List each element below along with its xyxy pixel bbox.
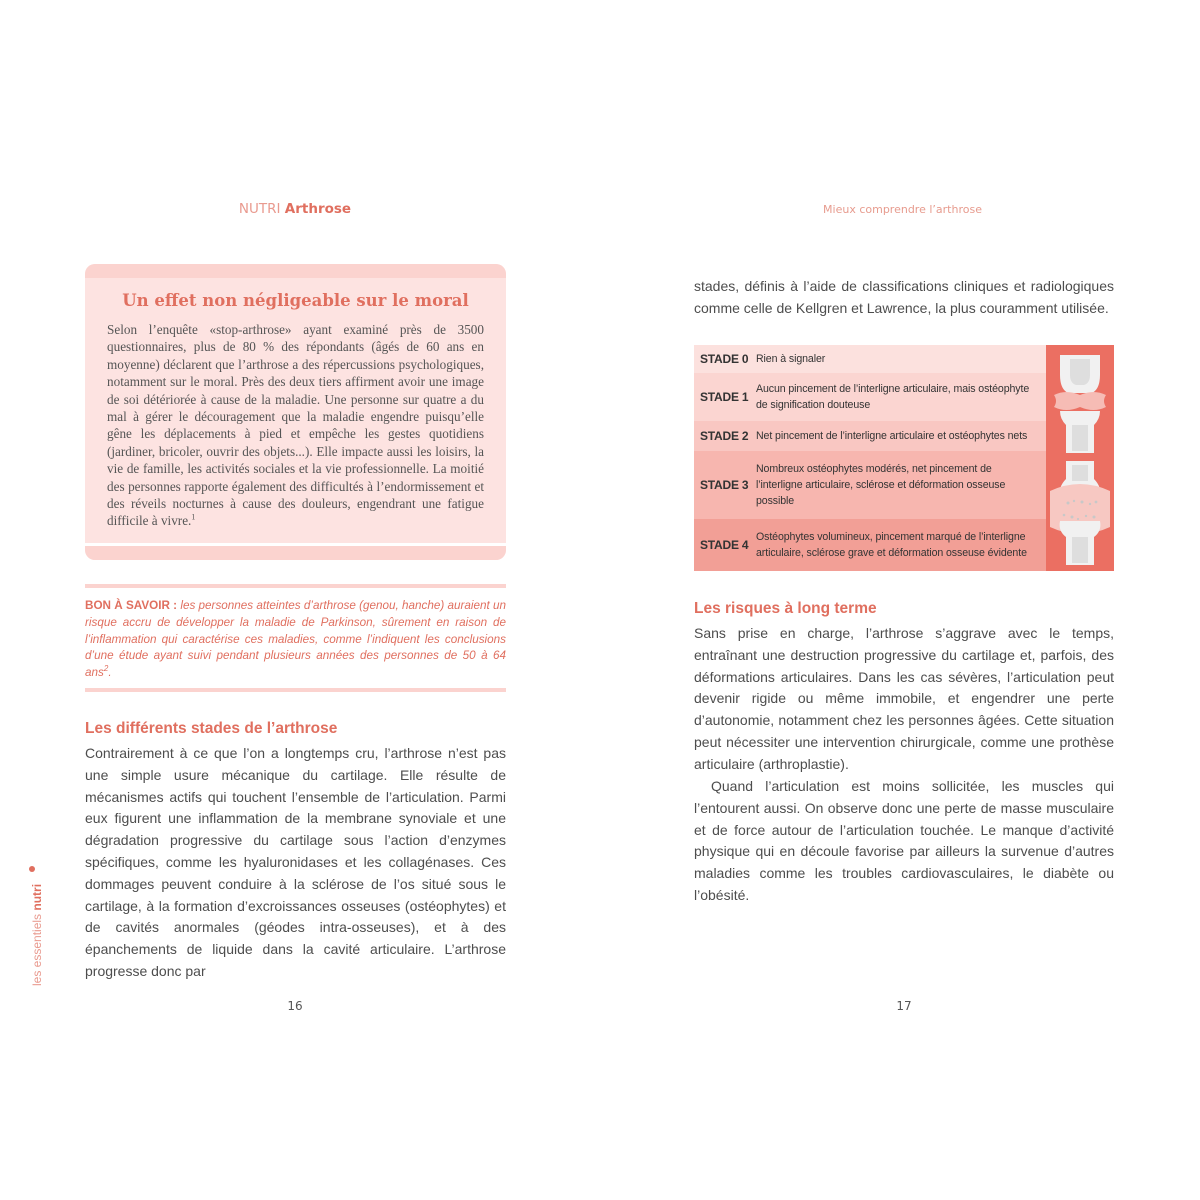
page-number-right: 17	[896, 999, 912, 1013]
running-head-right: Mieux comprendre l’arthrose	[823, 203, 982, 216]
box-bottom-band	[85, 543, 506, 560]
side-brand-bold: nutri	[30, 883, 44, 911]
stage-desc: Net pincement de l’interligne articulaire et ostéophytes nets	[756, 430, 1028, 442]
intro-text: stades, définis à l’aide de classifications cliniques et radiologiques comme celle de Kellgren et Lawrence, la plus couramment utilisée.	[694, 278, 1114, 316]
stage-name: STADE 1	[700, 390, 749, 404]
stage-row	[694, 519, 1046, 571]
stage-name: STADE 0	[700, 352, 749, 366]
box-text: Selon l’enquête «stop-arthrose» ayant examiné près de 3500 questionnaires, plus de 80 % des répondants (âgés de 60 ans en moyenne) déclarent que l’arthrose a des répercussions psychologiques, notamment sur le moral. Près des deux tiers affirment avoir une image de soi détériorée à cause de la maladie. Une personne sur quatre a du mal à gérer le découragement que la maladie engendre puisqu’elle gêne les déplacements à pied et empêche les gestes quotidiens (jardiner, bricoler, ouvrir des objets...). Elle impacte aussi les loisirs, la vie de famille, les activités sociales et la vie professionnelle. La moitié des personnes rapporte également des difficultés à l’endormissement et des réveils nocturnes à cause des douleurs, engendrant une fatigue difficile à vivre.$^1$	[107, 322, 484, 529]
running-head-left	[0, 201, 590, 217]
stage-row	[694, 421, 1046, 451]
box-top-band	[85, 264, 506, 278]
risques-paragraph-2: Quand l’articulation est moins sollicitée, les muscles qui l’entourent aussi. On observe donc une perte de masse musculaire et de force autour de l’articulation touchée. Le manque d’activité physique qui en découle favorise par ailleurs la survenue d’autres maladies comme les troubles cardiovasculaires, le diabète ou l’obésité.	[694, 778, 1114, 903]
section-title-stades: Les différents stades de l’arthrose	[85, 720, 338, 737]
stage-desc: Nombreux ostéophytes modérés, net pincement de l’interligne articulaire, sclérose et déformation osseuse possible	[756, 463, 1006, 507]
knee-joint-icon	[1046, 345, 1114, 571]
footnote-ref-2: 2	[103, 664, 109, 674]
side-brand-dot	[29, 866, 35, 872]
stage-desc: Aucun pincement de l’interligne articulaire, mais ostéophyte de signification douteuse	[756, 383, 1030, 411]
stage-desc: Ostéophytes volumineux, pincement marqué de l’interligne articulaire, sclérose grave et déformation osseuse évidente	[756, 531, 1027, 559]
section-title-risques: Les risques à long terme	[694, 600, 877, 617]
risques-paragraph-1: Sans prise en charge, l’arthrose s’aggrave avec le temps, entraînant une destruction progressive du cartilage et, parfois, des déformations articulaires. Dans les cas sévères, l’articulation peut devenir rigide ou même immobile, et engendrer une perte d’autonomie, notamment chez les personnes âgées. Cette situation peut nécessiter une intervention chirurgicale, comme une prothèse articulaire (arthroplastie).	[694, 625, 1114, 772]
joint-illustration	[1046, 345, 1114, 571]
brand-light: NUTRI	[238, 201, 281, 217]
footnote-ref-1: 1	[191, 513, 196, 523]
stage-row	[694, 373, 1046, 421]
box-title: Un effet non négligeable sur le moral	[122, 291, 469, 310]
stage-row	[694, 345, 1046, 373]
side-brand-light: les essentiels	[30, 913, 44, 986]
side-brand	[24, 866, 54, 986]
arthritic-joint	[1050, 461, 1110, 565]
healthy-joint	[1054, 355, 1106, 453]
info-box-moral	[85, 264, 506, 560]
stage-name: STADE 4	[700, 538, 749, 552]
callout-label: BON À SAVOIR :	[85, 599, 178, 612]
stage-row	[694, 451, 1046, 519]
bon-a-savoir-callout: BON À SAVOIR : les personnes atteintes d’arthrose (genou, hanche) auraient un risque accru de développer la maladie de Parkinson, sûrement en raison de l’inflammation qui caractérise ces maladies, comme l’indiquent les conclusions d’une étude ayant suivi pendant plusieurs années des personnes de 50 à 64 ans$^2$.	[85, 584, 506, 692]
box-paragraph: Selon l’enquête «stop-arthrose» ayant examiné près de 3500 questionnaires, plus de 80 % des répondants (âgés de 60 ans en moyenne) déclarent que l’arthrose a des répercussions psychologiques, notamment sur le moral. Près des deux tiers affirment avoir une image de soi détériorée à cause de la maladie. Une personne sur quatre a du mal à gérer le découragement que la maladie engendre puisqu’elle gêne les déplacements à pied et empêche les gestes quotidiens (jardiner, bricoler, ouvrir des objets...). Elle impacte aussi les loisirs, la vie de famille, les activités sociales et la vie professionnelle. La moitié des personnes rapporte également des difficultés à l’endormissement et des réveils nocturnes à cause des douleurs, engendrant une fatigue difficile à vivre	[107, 322, 484, 529]
stage-desc: Rien à signaler	[756, 353, 826, 365]
page-number-left: 16	[287, 999, 303, 1013]
section-text-stades: Contrairement à ce que l’on a longtemps cru, l’arthrose n’est pas une simple usure mécanique du cartilage. Elle résulte de mécanismes actifs qui touchent l’ensemble de l’articulation. Parmi eux figurent une inflammation de la membrane synoviale et une dégradation progressive du cartilage sous l’action d’enzymes spécifiques, comme les hyaluronidases et les collagénases. Ces dommages peuvent conduire à la sclérose de l’os situé sous le cartilage, à la formation d’excroissances osseuses (ostéophytes) et de cavités anormales (géodes intra-osseuses), et à des épanchements de liquide dans la cavité articulaire. L’arthrose progresse donc par	[85, 745, 506, 979]
stage-name: STADE 2	[700, 429, 749, 443]
callout-text: les personnes atteintes d’arthrose (genou, hanche) auraient un risque accru de développer la maladie de Parkinson, sûrement en raison de l’inflammation qui caractérise ces maladies, comme l’indiquent les conclusions d’une étude ayant suivi pendant plusieurs années des personnes de 50 à 64 ans	[85, 599, 507, 680]
stages-table	[694, 345, 1114, 571]
brand-bold: Arthrose	[284, 201, 352, 217]
stage-name: STADE 3	[700, 478, 749, 492]
